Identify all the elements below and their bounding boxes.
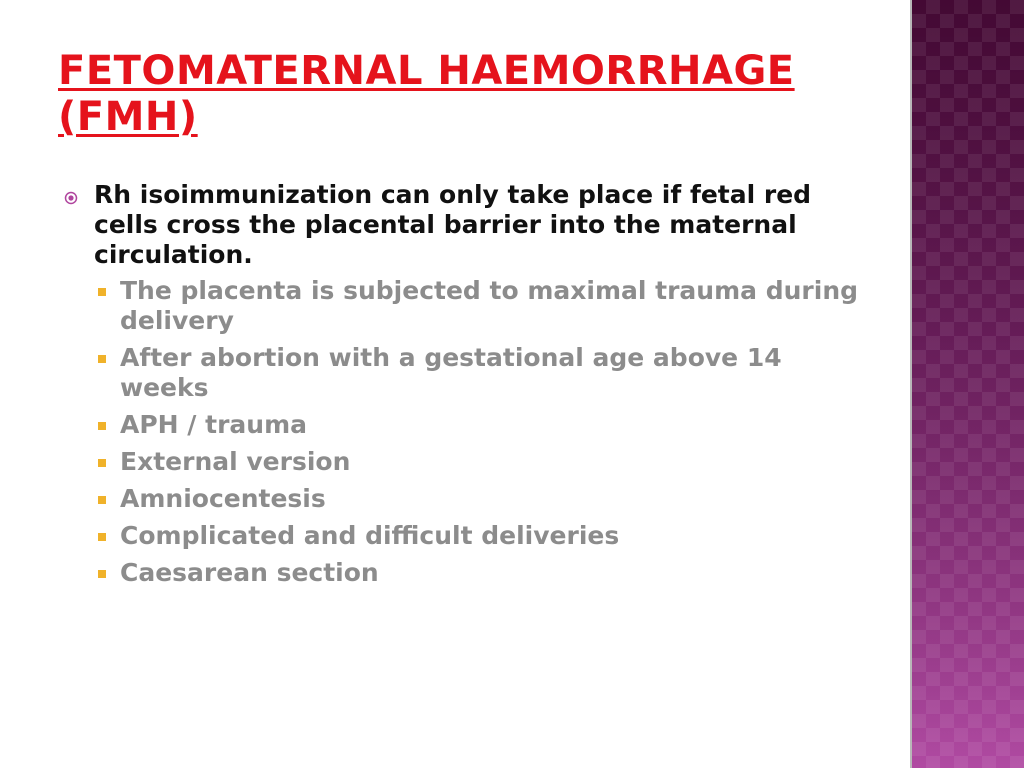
main-bullet-point (62, 180, 862, 270)
sub-bullet-text: Caesarean section (120, 558, 379, 587)
sub-bullet-text: APH / trauma (120, 410, 307, 439)
sub-bullet-item (120, 484, 862, 514)
sub-bullet-list (62, 276, 862, 588)
sub-bullet-text: The placenta is subjected to maximal trauma during delivery (120, 276, 859, 335)
square-bullet-icon (98, 355, 106, 363)
circle-dot-bullet-icon (64, 191, 78, 205)
sub-bullet-item (120, 276, 862, 336)
square-bullet-icon (98, 422, 106, 430)
square-bullet-icon (98, 288, 106, 296)
sub-bullet-item (120, 521, 862, 551)
sub-bullet-text: After abortion with a gestational age above 14 weeks (120, 343, 782, 402)
square-bullet-icon (98, 459, 106, 467)
sub-bullet-text: External version (120, 447, 351, 476)
sub-bullet-item (120, 447, 862, 477)
bullet-content (62, 180, 862, 595)
square-bullet-icon (98, 570, 106, 578)
sub-bullet-item (120, 343, 862, 403)
decorative-side-band (912, 0, 1024, 768)
slide-title: FETOMATERNAL HAEMORRHAGE (FMH) (58, 48, 795, 141)
sub-bullet-text: Complicated and difficult deliveries (120, 521, 620, 550)
square-bullet-icon (98, 496, 106, 504)
sub-bullet-item (120, 410, 862, 440)
sub-bullet-item (120, 558, 862, 588)
sub-bullet-text: Amniocentesis (120, 484, 326, 513)
square-bullet-icon (98, 533, 106, 541)
main-bullet-text: Rh isoimmunization can only take place if fetal red cells cross the placental barrier into the maternal circulation. (94, 180, 812, 269)
